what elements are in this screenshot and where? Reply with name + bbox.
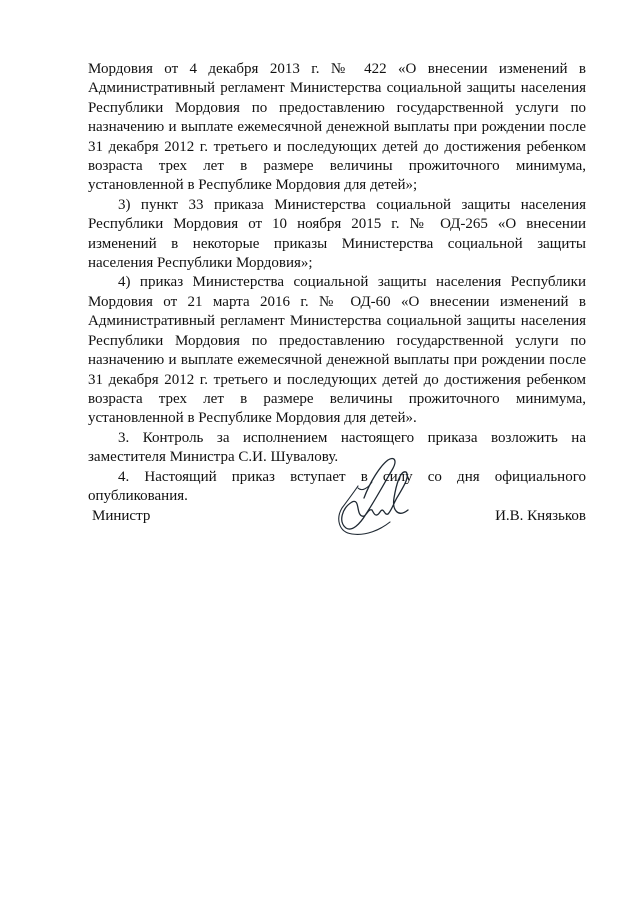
paragraph-continuation: Мордовия от 4 декабря 2013 г. № 422 «О внесении изменений в Административный регламент Министерства социальной защиты населения Республики Мордовия по предоставлению государственной услуги по назначению и выплате ежемесячной денежной выплаты при рождении после 31 декабря 2012 г. третьего и последующих детей до достижения ребенком возраста трех лет в размере величины прожиточного минимума, установленной в Республике Мордовия для детей»; (88, 61, 586, 194)
signatory-title: Министр (92, 508, 151, 524)
paragraph-control: 3. Контроль за исполнением настоящего приказа возложить на заместителя Министра С.И. Шувалову. (88, 429, 586, 466)
signatory-name: И.В. Князьков (495, 508, 586, 524)
paragraph-effective: 4. Настоящий приказ вступает в силу со дня официального опубликования. (88, 468, 586, 504)
document-body (88, 60, 586, 506)
handwritten-signature (312, 452, 422, 542)
paragraph-item-3: 3) пункт 33 приказа Министерства социальной защиты населения Республики Мордовия от 10 ноября 2015 г. № ОД-265 «О внесении изменений в некоторые приказы Министерства социальной защиты населения Республики Мордовия»; (88, 196, 586, 272)
paragraph-item-4: 4) приказ Министерства социальной защиты населения Республики Мордовия от 21 марта 2016 г. № ОД-60 «О внесении изменений в Административный регламент Министерства социальной защиты населения Республики Мордовия по предоставлению государственной услуги по назначению и выплате ежемесячной денежной выплаты при рождении после 31 декабря 2012 г. третьего и последующих детей до достижения ребенком возраста трех лет в размере величины прожиточного минимума, установленной в Республике Мордовия для детей». (88, 274, 586, 427)
